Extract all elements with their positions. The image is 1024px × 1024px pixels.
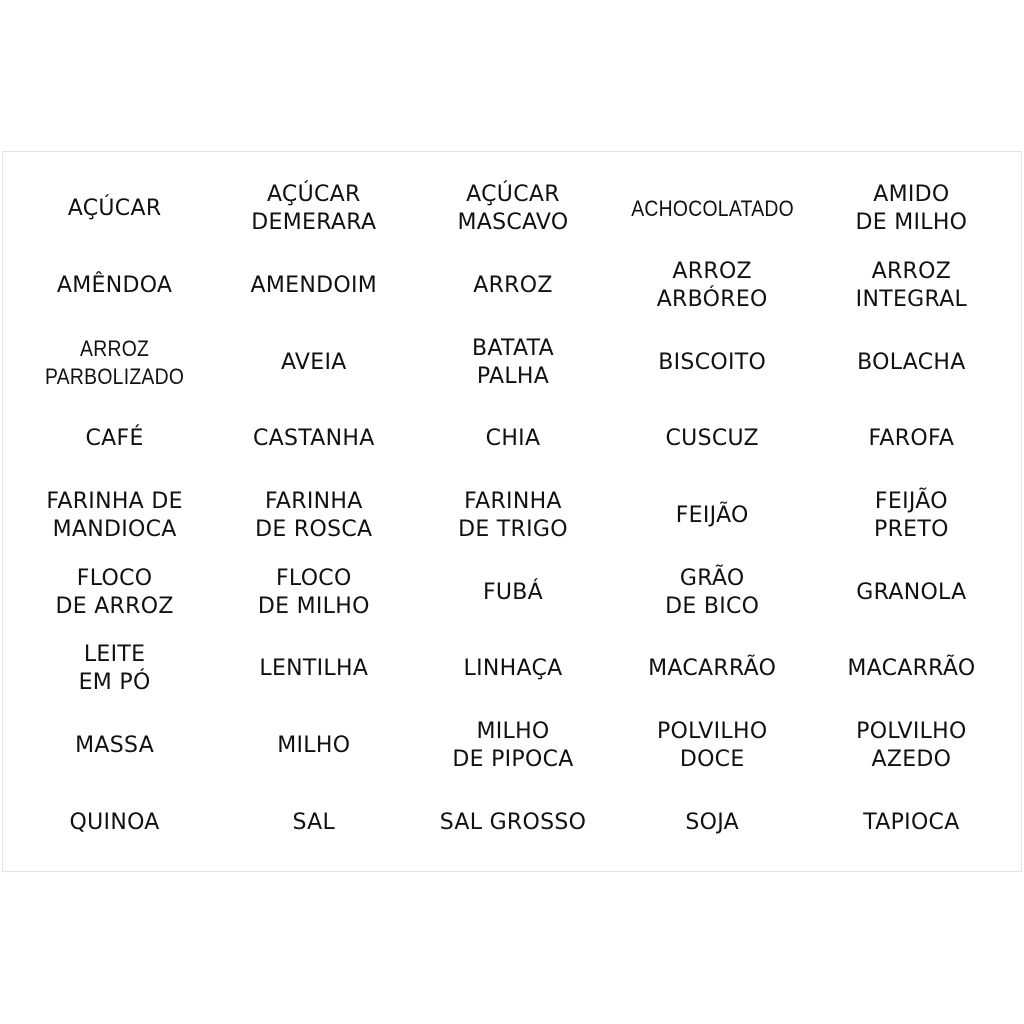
label-castanha: CASTANHA — [252, 426, 375, 452]
label-massa: MASSA — [75, 732, 155, 758]
label-feijao: FEIJÃO — [675, 502, 749, 528]
label-acucar-mascavo: AÇÚCAR MASCAVO — [457, 182, 569, 236]
label-floco-de-milho: FLOCO DE MILHO — [257, 565, 370, 619]
label-macarrao-2: MACARRÃO — [847, 656, 976, 682]
label-farofa: FAROFA — [868, 426, 955, 452]
label-arroz: ARROZ — [473, 272, 553, 298]
label-arroz-arboreo: ARROZ ARBÓREO — [656, 258, 768, 312]
label-floco-de-arroz: FLOCO DE ARROZ — [55, 565, 174, 619]
label-polvilho-azedo: POLVILHO AZEDO — [856, 718, 967, 772]
label-chia: CHIA — [485, 426, 541, 452]
label-amido-de-milho: AMIDO DE MILHO — [855, 182, 968, 236]
label-amendoa: AMÊNDOA — [56, 272, 173, 298]
label-achocolatado: ACHOCOLATADO — [630, 196, 794, 222]
label-milho-de-pipoca: MILHO DE PIPOCA — [452, 718, 574, 772]
label-polvilho-doce: POLVILHO DOCE — [656, 718, 768, 772]
label-sal: SAL — [292, 809, 336, 835]
label-arroz-parbolizado: ARROZ PARBOLIZADO — [45, 335, 185, 389]
label-sal-grosso: SAL GROSSO — [439, 809, 587, 835]
label-soja: SOJA — [685, 809, 740, 835]
label-milho: MILHO — [277, 732, 351, 758]
label-aveia: AVEIA — [280, 349, 347, 375]
label-tapioca: TAPIOCA — [863, 809, 960, 835]
label-bolacha: BOLACHA — [857, 349, 966, 375]
label-sheet — [2, 151, 1022, 872]
label-leite-em-po: LEITE EM PÓ — [78, 642, 151, 696]
label-lentilha: LENTILHA — [259, 656, 369, 682]
label-farinha-de-trigo: FARINHA DE TRIGO — [458, 488, 568, 542]
label-quinoa: QUINOA — [69, 809, 160, 835]
label-acucar-demerara: AÇÚCAR DEMERARA — [251, 182, 377, 236]
label-biscoito: BISCOITO — [658, 349, 767, 375]
label-acucar: AÇÚCAR — [67, 196, 162, 222]
label-granola: GRANOLA — [856, 579, 967, 605]
label-arroz-integral: ARROZ INTEGRAL — [855, 258, 968, 312]
label-grao-de-bico: GRÃO DE BICO — [665, 565, 760, 619]
label-cuscuz: CUSCUZ — [665, 426, 759, 452]
label-batata-palha: BATATA PALHA — [471, 335, 555, 389]
label-cafe: CAFÉ — [85, 426, 144, 452]
label-grid — [15, 171, 1011, 861]
label-farinha-de-mandioca: FARINHA DE MANDIOCA — [46, 488, 183, 542]
label-linhaca: LINHAÇA — [463, 656, 563, 682]
label-fuba: FUBÁ — [482, 579, 544, 605]
label-amendoim: AMENDOIM — [250, 272, 378, 298]
label-farinha-de-rosca: FARINHA DE ROSCA — [255, 488, 373, 542]
label-macarrao-1: MACARRÃO — [648, 656, 777, 682]
label-feijao-preto: FEIJÃO PRETO — [874, 488, 949, 542]
